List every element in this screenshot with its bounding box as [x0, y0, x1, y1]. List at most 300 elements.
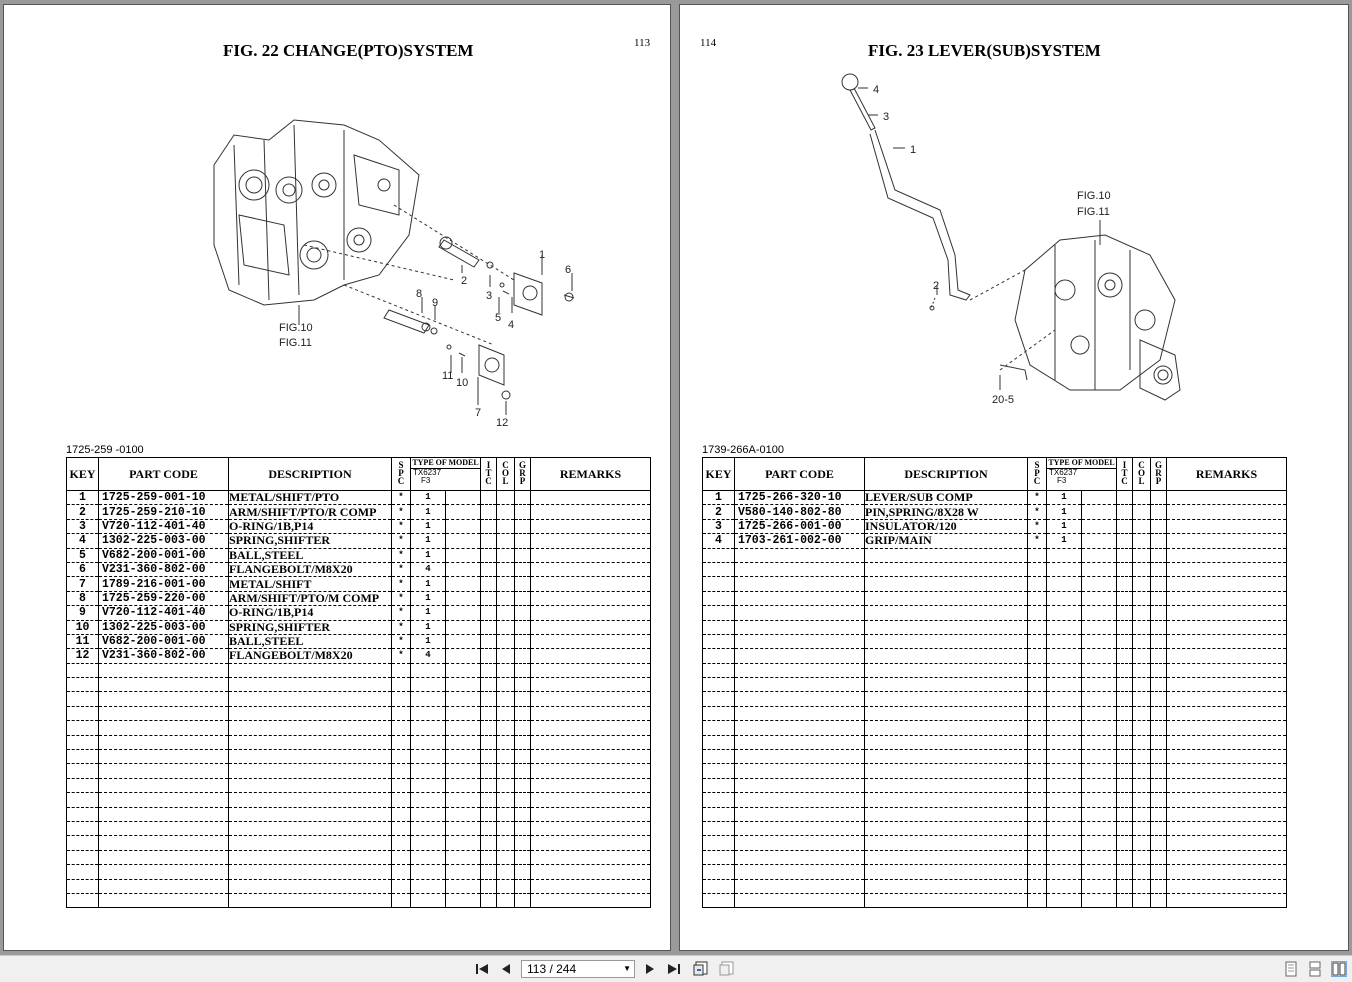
- viewer-toolbar: [0, 955, 1352, 982]
- header-type-of-model: TYPE OF MODEL TX6237 F3: [1047, 458, 1117, 491]
- description-cell: [229, 750, 392, 764]
- model-cell: [446, 649, 481, 663]
- model-cell: [446, 807, 481, 821]
- remarks-cell: [1167, 491, 1287, 505]
- table-row: [703, 750, 1287, 764]
- itc-cell: [481, 663, 497, 677]
- spc-cell: [1028, 649, 1047, 663]
- remarks-cell: [1167, 764, 1287, 778]
- remarks-cell: [1167, 821, 1287, 835]
- col-cell: [1133, 634, 1151, 648]
- spc-cell: [392, 807, 411, 821]
- model-cell: [1082, 692, 1117, 706]
- itc-cell: [481, 893, 497, 907]
- col-cell: [497, 721, 515, 735]
- col-cell: [497, 562, 515, 576]
- page-number-input[interactable]: 113 / 244 ▼: [521, 960, 635, 978]
- grp-cell: [515, 764, 531, 778]
- table-row: [67, 534, 651, 548]
- itc-cell: [1117, 721, 1133, 735]
- part-code-cell: [735, 778, 865, 792]
- grp-cell: [515, 750, 531, 764]
- part-code-cell: [99, 778, 229, 792]
- itc-cell: [1117, 562, 1133, 576]
- key-cell: [67, 850, 99, 864]
- col-cell: [497, 850, 515, 864]
- part-code-cell: 1725-266-320-10: [735, 491, 865, 505]
- remarks-cell: [1167, 721, 1287, 735]
- grp-cell: [515, 663, 531, 677]
- table-row: [703, 634, 1287, 648]
- description-cell: LEVER/SUB COMP: [865, 491, 1028, 505]
- col-cell: [1133, 750, 1151, 764]
- remarks-cell: [531, 678, 651, 692]
- part-code-cell: [99, 850, 229, 864]
- parts-table-body: [703, 491, 1287, 908]
- model-cell: [446, 534, 481, 548]
- table-row: [703, 793, 1287, 807]
- itc-cell: [1117, 836, 1133, 850]
- model-cell: [446, 706, 481, 720]
- key-cell: [67, 836, 99, 850]
- spc-cell: [392, 778, 411, 792]
- key-cell: [703, 764, 735, 778]
- table-row: [703, 678, 1287, 692]
- remarks-cell: [1167, 634, 1287, 648]
- col-cell: [1133, 649, 1151, 663]
- key-cell: [67, 706, 99, 720]
- itc-cell: [481, 678, 497, 692]
- itc-cell: [1117, 663, 1133, 677]
- callout-12: 12: [496, 417, 509, 429]
- grp-cell: [1151, 821, 1167, 835]
- remarks-cell: [531, 505, 651, 519]
- table-row: [703, 663, 1287, 677]
- qty-cell: 1: [411, 620, 446, 634]
- spc-cell: [392, 735, 411, 749]
- qty-cell: [1047, 606, 1082, 620]
- itc-cell: [1117, 692, 1133, 706]
- figure-title: FIG. 22 CHANGE(PTO)SYSTEM: [223, 41, 474, 60]
- qty-cell: [1047, 850, 1082, 864]
- description-cell: FLANGEBOLT/M8X20: [229, 649, 392, 663]
- qty-cell: 1: [411, 577, 446, 591]
- description-cell: [229, 793, 392, 807]
- description-cell: [865, 678, 1028, 692]
- spc-cell: [392, 865, 411, 879]
- model-cell: [1082, 706, 1117, 720]
- callout-4: 4: [508, 319, 515, 331]
- callout-11: 11: [442, 370, 454, 382]
- table-row: [67, 706, 651, 720]
- grp-cell: [515, 491, 531, 505]
- qty-cell: [411, 893, 446, 907]
- remarks-cell: [531, 706, 651, 720]
- col-cell: [497, 865, 515, 879]
- model-cell: [1082, 505, 1117, 519]
- single-page-view-icon[interactable]: [1283, 961, 1299, 977]
- part-code-cell: [99, 706, 229, 720]
- part-code-cell: 1789-216-001-00: [99, 577, 229, 591]
- grp-cell: [1151, 505, 1167, 519]
- header-itc: I T C: [481, 458, 497, 491]
- qty-cell: 4: [411, 649, 446, 663]
- col-cell: [1133, 591, 1151, 605]
- previous-view-icon[interactable]: [693, 961, 709, 977]
- spc-cell: [392, 750, 411, 764]
- remarks-cell: [531, 750, 651, 764]
- qty-cell: [1047, 821, 1082, 835]
- col-cell: [497, 893, 515, 907]
- table-row: [67, 649, 651, 663]
- key-cell: 2: [67, 505, 99, 519]
- key-cell: [703, 821, 735, 835]
- description-cell: BALL,STEEL: [229, 634, 392, 648]
- qty-cell: [411, 879, 446, 893]
- table-row: [703, 577, 1287, 591]
- spc-cell: *: [1028, 534, 1047, 548]
- table-row: [67, 577, 651, 591]
- spc-cell: [392, 879, 411, 893]
- grp-cell: [515, 606, 531, 620]
- model-cell: [1082, 519, 1117, 533]
- itc-cell: [1117, 807, 1133, 821]
- description-cell: [229, 807, 392, 821]
- remarks-cell: [1167, 519, 1287, 533]
- table-row: [67, 750, 651, 764]
- model-cell: [1082, 491, 1117, 505]
- col-cell: [1133, 519, 1151, 533]
- table-row: [703, 620, 1287, 634]
- qty-cell: [411, 663, 446, 677]
- remarks-cell: [531, 620, 651, 634]
- qty-cell: 4: [411, 562, 446, 576]
- model-cell: [446, 505, 481, 519]
- catalog-number: 1739-266A-0100: [702, 444, 784, 456]
- model-cell: [1082, 577, 1117, 591]
- description-cell: [229, 706, 392, 720]
- description-cell: [865, 721, 1028, 735]
- col-cell: [497, 836, 515, 850]
- key-cell: [703, 634, 735, 648]
- description-cell: [229, 692, 392, 706]
- model-cell: [1082, 735, 1117, 749]
- part-code-cell: [735, 850, 865, 864]
- col-cell: [1133, 735, 1151, 749]
- spc-cell: *: [392, 519, 411, 533]
- part-code-cell: V231-360-802-00: [99, 562, 229, 576]
- col-cell: [497, 678, 515, 692]
- spc-cell: *: [392, 620, 411, 634]
- col-cell: [1133, 865, 1151, 879]
- spc-cell: [1028, 735, 1047, 749]
- part-code-cell: [735, 577, 865, 591]
- key-cell: [703, 620, 735, 634]
- part-code-cell: [99, 663, 229, 677]
- table-row: [703, 505, 1287, 519]
- fig-ref-11: FIG.11: [279, 337, 312, 349]
- key-cell: 1: [703, 491, 735, 505]
- key-cell: [67, 692, 99, 706]
- qty-cell: 1: [1047, 505, 1082, 519]
- remarks-cell: [1167, 606, 1287, 620]
- description-cell: [865, 649, 1028, 663]
- grp-cell: [1151, 548, 1167, 562]
- description-cell: [865, 663, 1028, 677]
- col-cell: [1133, 663, 1151, 677]
- itc-cell: [1117, 821, 1133, 835]
- header-key: KEY: [67, 458, 99, 491]
- next-view-icon[interactable]: [719, 961, 735, 977]
- callout-5: 5: [495, 312, 502, 324]
- spc-cell: [1028, 606, 1047, 620]
- table-row: [703, 591, 1287, 605]
- key-cell: 5: [67, 548, 99, 562]
- qty-cell: [1047, 793, 1082, 807]
- key-cell: [67, 793, 99, 807]
- col-cell: [1133, 807, 1151, 821]
- table-row: [67, 591, 651, 605]
- previous-page-icon[interactable]: [498, 961, 514, 977]
- description-cell: [865, 821, 1028, 835]
- header-part-code: PART CODE: [735, 458, 865, 491]
- part-code-cell: [99, 893, 229, 907]
- qty-cell: 1: [411, 606, 446, 620]
- callout-2: 2: [933, 280, 940, 292]
- model-cell: [446, 750, 481, 764]
- itc-cell: [1117, 678, 1133, 692]
- qty-cell: [1047, 591, 1082, 605]
- model-cell: [446, 879, 481, 893]
- part-code-cell: [735, 821, 865, 835]
- spc-cell: *: [1028, 491, 1047, 505]
- description-cell: GRIP/MAIN: [865, 534, 1028, 548]
- grp-cell: [1151, 836, 1167, 850]
- col-cell: [497, 606, 515, 620]
- qty-cell: [411, 807, 446, 821]
- qty-cell: [1047, 692, 1082, 706]
- col-cell: [1133, 692, 1151, 706]
- description-cell: INSULATOR/120: [865, 519, 1028, 533]
- col-cell: [1133, 879, 1151, 893]
- part-code-cell: V580-140-802-80: [735, 505, 865, 519]
- model-cell: [1082, 821, 1117, 835]
- callout-4: 4: [873, 84, 880, 96]
- qty-cell: [411, 721, 446, 735]
- callout-20-5: 20-5: [992, 394, 1015, 406]
- remarks-cell: [531, 778, 651, 792]
- part-code-cell: [99, 750, 229, 764]
- remarks-cell: [1167, 850, 1287, 864]
- callout-8: 8: [416, 288, 423, 300]
- spc-cell: [392, 692, 411, 706]
- page-114: [679, 4, 1349, 951]
- itc-cell: [481, 692, 497, 706]
- header-description: DESCRIPTION: [865, 458, 1028, 491]
- header-spc: S P C: [1028, 458, 1047, 491]
- qty-cell: [411, 692, 446, 706]
- part-code-cell: [735, 634, 865, 648]
- part-code-cell: [735, 865, 865, 879]
- part-code-cell: [735, 721, 865, 735]
- itc-cell: [1117, 850, 1133, 864]
- spc-cell: [392, 706, 411, 720]
- col-cell: [497, 764, 515, 778]
- callout-1: 1: [910, 144, 917, 156]
- callout-3: 3: [883, 111, 890, 123]
- model-cell: [446, 692, 481, 706]
- model-cell: [1082, 606, 1117, 620]
- spc-cell: [392, 764, 411, 778]
- remarks-cell: [1167, 534, 1287, 548]
- qty-cell: [411, 706, 446, 720]
- col-cell: [1133, 821, 1151, 835]
- table-row: [703, 692, 1287, 706]
- spc-cell: [1028, 807, 1047, 821]
- col-cell: [1133, 548, 1151, 562]
- key-cell: [703, 692, 735, 706]
- qty-cell: [1047, 735, 1082, 749]
- description-cell: [865, 879, 1028, 893]
- qty-cell: [1047, 807, 1082, 821]
- col-cell: [497, 577, 515, 591]
- table-row: [67, 764, 651, 778]
- key-cell: [703, 649, 735, 663]
- grp-cell: [1151, 606, 1167, 620]
- next-page-icon[interactable]: [642, 961, 658, 977]
- qty-cell: [1047, 634, 1082, 648]
- part-code-cell: [735, 807, 865, 821]
- key-cell: [67, 750, 99, 764]
- description-cell: [865, 865, 1028, 879]
- part-code-cell: 1725-259-220-00: [99, 591, 229, 605]
- col-cell: [497, 505, 515, 519]
- itc-cell: [481, 764, 497, 778]
- table-row: [703, 548, 1287, 562]
- remarks-cell: [1167, 649, 1287, 663]
- description-cell: [229, 778, 392, 792]
- col-cell: [1133, 764, 1151, 778]
- key-cell: 1: [67, 491, 99, 505]
- table-row: [67, 491, 651, 505]
- remarks-cell: [1167, 562, 1287, 576]
- description-cell: [865, 836, 1028, 850]
- part-code-cell: 1302-225-003-00: [99, 534, 229, 548]
- header-description: DESCRIPTION: [229, 458, 392, 491]
- grp-cell: [515, 591, 531, 605]
- grp-cell: [1151, 534, 1167, 548]
- remarks-cell: [531, 893, 651, 907]
- remarks-cell: [531, 634, 651, 648]
- model-cell: [1082, 678, 1117, 692]
- spc-cell: *: [392, 634, 411, 648]
- model-cell: [446, 606, 481, 620]
- spc-cell: [1028, 692, 1047, 706]
- model-cell: [1082, 764, 1117, 778]
- description-cell: [229, 850, 392, 864]
- header-spc: S P C: [392, 458, 411, 491]
- grp-cell: [1151, 678, 1167, 692]
- key-cell: [703, 879, 735, 893]
- grp-cell: [515, 793, 531, 807]
- key-cell: 3: [67, 519, 99, 533]
- header-col: C O L: [1133, 458, 1151, 491]
- table-row: [67, 562, 651, 576]
- qty-cell: [411, 778, 446, 792]
- qty-cell: [1047, 721, 1082, 735]
- grp-cell: [515, 778, 531, 792]
- key-cell: [703, 721, 735, 735]
- model-cell: [1082, 721, 1117, 735]
- two-page-view-icon[interactable]: [1331, 961, 1347, 977]
- last-page-icon[interactable]: [666, 961, 682, 977]
- description-cell: [865, 778, 1028, 792]
- page-number: 114: [700, 37, 717, 49]
- table-row: [67, 663, 651, 677]
- page-number: 113: [634, 37, 651, 49]
- part-code-cell: V682-200-001-00: [99, 548, 229, 562]
- qty-cell: [411, 793, 446, 807]
- spc-cell: *: [392, 548, 411, 562]
- part-code-cell: [99, 678, 229, 692]
- grp-cell: [515, 692, 531, 706]
- col-cell: [497, 634, 515, 648]
- grp-cell: [1151, 620, 1167, 634]
- model-cell: [446, 778, 481, 792]
- spc-cell: [1028, 663, 1047, 677]
- qty-cell: [1047, 778, 1082, 792]
- part-code-cell: [735, 836, 865, 850]
- parts-table: [702, 457, 1287, 908]
- itc-cell: [481, 850, 497, 864]
- part-code-cell: [735, 548, 865, 562]
- remarks-cell: [531, 562, 651, 576]
- table-row: [67, 548, 651, 562]
- spc-cell: [1028, 850, 1047, 864]
- description-cell: ARM/SHIFT/PTO/R COMP: [229, 505, 392, 519]
- description-cell: [229, 893, 392, 907]
- key-cell: 11: [67, 634, 99, 648]
- spc-cell: [1028, 721, 1047, 735]
- key-cell: [703, 750, 735, 764]
- callout-7: 7: [475, 407, 482, 419]
- description-cell: [865, 620, 1028, 634]
- table-row: [67, 692, 651, 706]
- itc-cell: [1117, 793, 1133, 807]
- remarks-cell: [1167, 505, 1287, 519]
- itc-cell: [481, 620, 497, 634]
- remarks-cell: [531, 548, 651, 562]
- continuous-view-icon[interactable]: [1307, 961, 1323, 977]
- col-cell: [497, 821, 515, 835]
- remarks-cell: [531, 850, 651, 864]
- col-cell: [1133, 836, 1151, 850]
- remarks-cell: [1167, 706, 1287, 720]
- part-code-cell: [735, 893, 865, 907]
- grp-cell: [1151, 562, 1167, 576]
- first-page-icon[interactable]: [474, 961, 490, 977]
- part-code-cell: [735, 678, 865, 692]
- table-row: [67, 620, 651, 634]
- exploded-view-drawing: [194, 115, 594, 430]
- table-row: [703, 764, 1287, 778]
- remarks-cell: [1167, 678, 1287, 692]
- spc-cell: [1028, 778, 1047, 792]
- header-remarks: REMARKS: [1167, 458, 1287, 491]
- spc-cell: [392, 850, 411, 864]
- model-cell: [446, 893, 481, 907]
- chevron-down-icon[interactable]: ▼: [623, 964, 631, 973]
